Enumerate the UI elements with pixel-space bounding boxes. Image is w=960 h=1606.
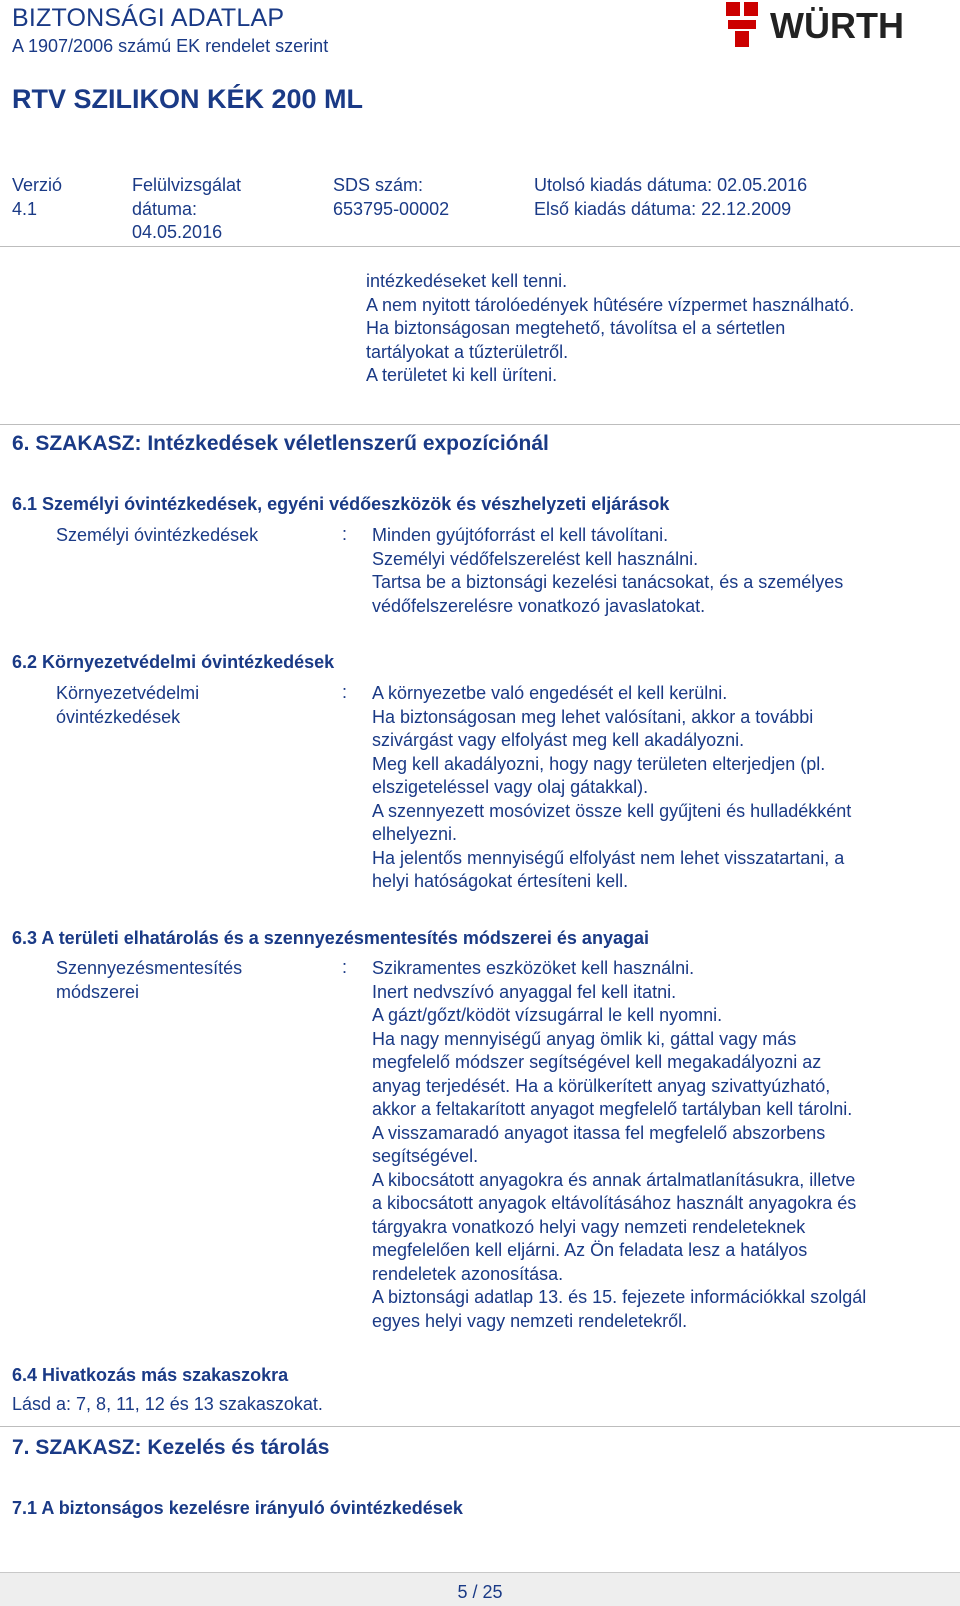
text-line: A biztonsági adatlap 13. és 15. fejezete információkkal szolgál xyxy=(372,1287,867,1307)
text-line: szivárgást vagy elfolyást meg kell akadályozni. xyxy=(372,730,745,750)
wurth-logo xyxy=(726,0,954,50)
text-line: rendeletek azonosítása. xyxy=(372,1263,564,1284)
label-line: Személyi óvintézkedések xyxy=(56,525,259,545)
continued-text xyxy=(366,270,854,388)
section-6-4-title: 6.4 Hivatkozás más szakaszokra xyxy=(12,1365,289,1385)
issue-dates-block xyxy=(534,174,807,221)
text-line: elhelyezni. xyxy=(372,824,458,844)
text-line: tárgyakra vonatkozó helyi vagy nemzeti rendeleteknek xyxy=(372,1216,806,1237)
section-7-1-title: 7.1 A biztonságos kezelésre irányuló óvintézkedések xyxy=(12,1498,463,1518)
revision-date: 04.05.2016 xyxy=(132,222,223,242)
intro-line: A területet ki kell üríteni. xyxy=(366,365,558,385)
section-6-4-text: Lásd a: 7, 8, 11, 12 és 13 szakaszokat. xyxy=(12,1394,323,1414)
section-6-1-title: 6.1 Személyi óvintézkedések, egyéni védőeszközök és vészhelyzeti eljárások xyxy=(12,494,670,514)
label-line: óvintézkedések xyxy=(56,706,181,727)
revision-label-1: Felülvizsgálat xyxy=(132,175,242,195)
text-line: elszigeteléssel vagy olaj gátakkal). xyxy=(372,777,649,797)
text-line: akkor a feltakarított anyagot megfelelő tartályban kell tárolni. xyxy=(372,1099,853,1119)
text-line: egyes helyi vagy nemzeti rendeletekről. xyxy=(372,1310,688,1331)
label-line: Szennyezésmentesítés xyxy=(56,958,243,978)
colon: : xyxy=(342,524,348,544)
section-7-title: 7. SZAKASZ: Kezelés és tárolás xyxy=(12,1436,330,1459)
text-line: A környezetbe való engedését el kell kerülni. xyxy=(372,683,728,703)
text-line: A kibocsátott anyagokra és annak ártalmatlanításukra, illetve xyxy=(372,1169,856,1190)
label-line: módszerei xyxy=(56,981,140,1002)
version-value: 4.1 xyxy=(12,198,38,219)
text-line: A gázt/gőzt/ködöt vízsugárral le kell nyomni. xyxy=(372,1005,723,1025)
cleanup-methods-text xyxy=(372,957,952,1333)
section-6-3-title: 6.3 A területi elhatárolás és a szennyezésmentesítés módszerei és anyagai xyxy=(12,928,649,948)
text-line: Ha jelentős mennyiségű elfolyást nem lehet visszatartani, a xyxy=(372,847,845,868)
text-line: Ha biztonságosan meg lehet valósítani, akkor a további xyxy=(372,706,814,727)
text-line: védőfelszerelésre vonatkozó javaslatokat. xyxy=(372,595,706,616)
revision-label-2: dátuma: xyxy=(132,198,198,219)
environmental-precautions-label xyxy=(56,682,316,729)
text-line: megfelelő módszer segítségével kell megakadályozni az xyxy=(372,1052,822,1072)
version-block xyxy=(12,174,62,221)
text-line: anyag terjedését. Ha a körülkerített anyag szivattyúzható, xyxy=(372,1075,831,1096)
personal-precautions-label xyxy=(56,524,316,548)
section-6-2-title: 6.2 Környezetvédelmi óvintézkedések xyxy=(12,652,335,672)
last-issue-date: Utolsó kiadás dátuma: 02.05.2016 xyxy=(534,175,808,195)
personal-precautions-text xyxy=(372,524,952,618)
text-line: Személyi védőfelszerelést kell használni. xyxy=(372,548,699,569)
sds-block xyxy=(333,174,449,221)
regulation-text: A 1907/2006 számú EK rendelet szerint xyxy=(12,36,329,56)
colon: : xyxy=(342,957,348,977)
text-line: Meg kell akadályozni, hogy nagy területen elterjedjen (pl. xyxy=(372,753,826,774)
section-divider xyxy=(0,424,960,425)
first-issue-date: Első kiadás dátuma: 22.12.2009 xyxy=(534,198,792,219)
environmental-precautions-text xyxy=(372,682,952,894)
sds-label: SDS szám: xyxy=(333,175,424,195)
header-divider xyxy=(0,246,960,247)
sds-number: 653795-00002 xyxy=(333,198,450,219)
cleanup-methods-label xyxy=(56,957,316,1004)
text-line: A szennyezett mosóvizet össze kell gyűjteni és hulladékként xyxy=(372,800,852,821)
intro-line: intézkedéseket kell tenni. xyxy=(366,271,568,291)
section-6-title: 6. SZAKASZ: Intézkedések véletlenszerű expozíciónál xyxy=(12,432,549,455)
text-line: megfelelően kell eljárni. Az Ön feladata lesz a hatályos xyxy=(372,1240,808,1260)
version-label: Verzió xyxy=(12,175,63,195)
text-line: Minden gyújtóforrást el kell távolítani. xyxy=(372,525,669,545)
colon: : xyxy=(342,682,348,702)
brand-text: WÜRTH xyxy=(770,5,904,46)
text-line: Szikramentes eszközöket kell használni. xyxy=(372,958,695,978)
revision-block xyxy=(132,174,241,245)
intro-line: A nem nyitott tárolóedények hûtésére vízpermet használható. xyxy=(366,294,855,315)
page-number: 5 / 25 xyxy=(457,1582,503,1602)
document-title: BIZTONSÁGI ADATLAP xyxy=(12,4,285,32)
intro-line: tartályokat a tűzterületről. xyxy=(366,341,569,362)
text-line: helyi hatóságokat értesíteni kell. xyxy=(372,871,629,891)
label-line: Környezetvédelmi xyxy=(56,683,200,703)
intro-line: Ha biztonságosan megtehető, távolítsa el a sértetlen xyxy=(366,318,786,338)
product-name: RTV SZILIKON KÉK 200 ML xyxy=(12,84,364,114)
text-line: Tartsa be a biztonsági kezelési tanácsokat, és a személyes xyxy=(372,572,844,592)
text-line: A visszamaradó anyagot itassa fel megfelelő abszorbens xyxy=(372,1122,826,1143)
text-line: a kibocsátott anyagok eltávolításához használt anyagokra és xyxy=(372,1193,857,1213)
text-line: segítségével. xyxy=(372,1146,479,1166)
text-line: Inert nedvszívó anyaggal fel kell itatni. xyxy=(372,981,677,1002)
section-divider xyxy=(0,1426,960,1427)
text-line: Ha nagy mennyiségű anyag ömlik ki, gáttal vagy más xyxy=(372,1028,797,1049)
